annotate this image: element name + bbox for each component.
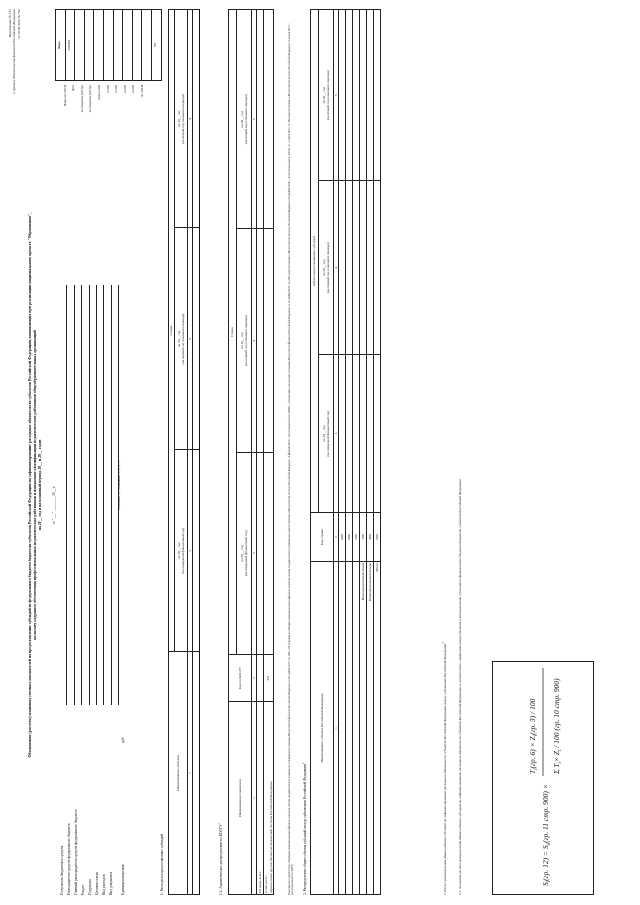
- label-section: Раздел: [81, 884, 85, 895]
- table-cell[interactable]: [374, 181, 381, 355]
- table-cell[interactable]: [257, 229, 264, 452]
- section2-footnote: Указывается в соответствии с Порядком применения классификации операций сектора государственного управления, утвержденным приказом Министерства финансов Российской Федерации от 29 ноября 2017 г. № 209н «Об утверждении Порядка применения классификации операций сектора государственного управления» (зарегистрирован в Министерстве юстиции Российской Федерации 12 февраля 2018 г., регистрационный № 50003), с изменениями, внесенными приказами Министерства финансов Российской Федерации от 14 ноября 2018 г. № 224н (зарегистрирован в Министерстве юстиции Российской Федерации 27 декабря 2018 г., регистрационный № 53212), от 11 марта 2019 г. № 36н (зарегистрирован в Министерстве юстиции Российской Федерации 15 апреля 2019 г., регистрационный № 54377): [288, 23, 295, 895]
- codes-table: [55, 9, 162, 81]
- header-fill-lines: [60, 285, 119, 705]
- section3-title: 2. Распределение общего объема субсидий между субъектами Российской Федерации$^2$: [302, 762, 308, 895]
- title-line-2: на оплату кадрового обеспечения профессиональных педагогических работников и повышение квалификации педагогических работников общеобразовательных организаций: [32, 330, 37, 640]
- row-reserve-code: 800: [367, 513, 374, 562]
- codes-row-label: Дата: [71, 85, 76, 91]
- approval-block: [8, 9, 21, 205]
- section2-col-y3: на 20__ год (на второй год планового периода): [237, 10, 252, 229]
- table-cell[interactable]: [346, 562, 353, 895]
- formula-svg: [493, 662, 593, 894]
- formula-box: [492, 661, 594, 895]
- table-cell[interactable]: [346, 355, 353, 513]
- title-line-3: на 20__ год и на плановый период 20__ и 20__ годов: [37, 439, 42, 531]
- section2-col-name: Наименование показателя: [229, 702, 252, 895]
- row-code: 000: [353, 513, 360, 562]
- codes-form-label: Форма по ОКУД: [62, 85, 67, 107]
- label-units: [121, 665, 128, 895]
- title-line-1: Обоснование (расчеты) плановых сметных показателей на предоставление субсидий из федерального бюджета бюджетам субъектов Российской Федерации на софинансирование расходных обязательств субъектов Российской Федерации, возникающих при реализации национального проекта "Образование",: [28, 212, 32, 758]
- codes-form-code: 0505086: [65, 10, 75, 81]
- label-recipient: Получатель бюджетных средств: [60, 845, 64, 895]
- codes-row-label: по Сводному реестру: [88, 85, 93, 113]
- approval-line-3: от 28.05.2019 № 75н: [16, 9, 21, 39]
- formula-numerator: $T_i(гр$. $6) \times Z_i(гр$. 3) / 100: [528, 698, 539, 774]
- section1-col-sum: Сумма: [169, 10, 175, 652]
- table-cell[interactable]: [374, 10, 381, 181]
- column-number: 4: [334, 181, 339, 355]
- column-number: 3: [188, 228, 193, 450]
- row-code: 000: [339, 513, 346, 562]
- row-transfers-code: 251: [264, 655, 274, 702]
- column-number: 5: [252, 10, 257, 229]
- column-number: 1: [252, 702, 257, 895]
- table-cell[interactable]: [367, 355, 374, 513]
- units-label: Единица измерения:: [121, 863, 125, 895]
- units-value: руб: [121, 737, 125, 743]
- codes-row-label: по БК: [131, 85, 136, 93]
- section1-col-name: Наименование субсидии: [169, 652, 188, 895]
- table-cell[interactable]: [353, 10, 360, 181]
- table-cell[interactable]: [339, 181, 346, 355]
- approval-line-2: к приказу Министерства финансов Российской Федерации: [12, 9, 17, 94]
- label-chief-distributor: Главный распорядитель средств федерального бюджета: [74, 809, 78, 895]
- row-total-code: 900: [374, 513, 381, 562]
- label-doc-type: Вид документа: [109, 871, 113, 895]
- label-target-article: Целевая статья: [95, 872, 99, 895]
- table-cell[interactable]: [257, 655, 264, 702]
- section1-col-y2: на 20__ год (на первый год планового периода): [175, 228, 188, 450]
- row-undistributed-label: Нераспределенный объем: [360, 562, 367, 895]
- section3-table: [310, 9, 381, 895]
- codes-cell[interactable]: [142, 10, 152, 81]
- column-number: 2: [252, 655, 257, 702]
- table-cell[interactable]: [374, 355, 381, 513]
- column-number: 1: [188, 652, 193, 895]
- section2-col-sum: Сумма: [229, 10, 237, 655]
- section3-col-code: Код строки: [311, 513, 334, 562]
- codes-row-label: по БК: [114, 85, 119, 93]
- table-cell[interactable]: [257, 452, 264, 654]
- table-cell[interactable]: [193, 450, 200, 652]
- table-cell[interactable]: [367, 181, 374, 355]
- label-subsection: Подраздел: [88, 878, 92, 895]
- table-cell[interactable]: [257, 10, 264, 229]
- codes-okei-label: по ОКЕИ: [139, 85, 144, 98]
- table-cell[interactable]: [339, 355, 346, 513]
- section1-col-y3: на 20__ год (на второй год планового периода): [175, 10, 188, 228]
- formula-denominator: Σ $T_i\times Z_i / 100$ (гр. 10 стр. 900): [552, 678, 563, 774]
- note-2-1: 2.1. Алгоритм расчета распределения общего объема субсидий на софинансирование расходных обязательств субъектов Российской Федерации в соответствии с правилами предоставления и распределения субсидий из федерального бюджета бюджетам субъектов Российской Федерации: [458, 479, 462, 895]
- column-number: 2: [334, 513, 339, 562]
- codes-cell[interactable]: [75, 10, 85, 81]
- section2-col-code: Код по КОСГУ: [229, 655, 252, 702]
- section3-col-y2: на 20__ год (на первый год планового периода): [319, 181, 334, 355]
- section2-col-y2: на 20__ год (на первый год планового периода): [237, 229, 252, 452]
- table-cell[interactable]: [353, 562, 360, 895]
- row-undistributed-code: 700: [360, 513, 367, 562]
- column-number: 2: [188, 450, 193, 652]
- column-number: 1: [334, 562, 339, 895]
- row-incl-label: в том числе: перечисления другим бюджетам бюджетной системы Российской Федерации: [264, 702, 274, 895]
- codes-header: Коды: [56, 10, 66, 81]
- column-number: 4: [188, 10, 193, 228]
- row-total-label: Расходы, всего: [257, 702, 264, 895]
- table-cell[interactable]: [360, 355, 367, 513]
- section3-col-y3: на 20__ год (на второй год планового периода): [319, 10, 334, 181]
- section3-col-sum: Объем предоставляемых субсидий: [311, 10, 319, 513]
- codes-row-label: по БК: [105, 85, 110, 93]
- codes-cell[interactable]: [123, 10, 133, 81]
- table-cell[interactable]: [264, 452, 274, 654]
- table-cell[interactable]: [346, 10, 353, 181]
- codes-cell[interactable]: [94, 10, 104, 81]
- section3-col-y1: на 20__ год (на очередной финансовый год): [319, 355, 334, 513]
- column-number: 3: [252, 452, 257, 654]
- codes-cell[interactable]: [84, 10, 94, 81]
- table-cell[interactable]: [360, 10, 367, 181]
- doc-type-hint: (основной - 0, уточненный - 1, 2, 3, ...): [117, 460, 121, 510]
- codes-row-label: по Сводному реестру: [79, 85, 84, 113]
- label-expense-type: Вид расходов: [102, 874, 106, 895]
- table-cell[interactable]: [367, 10, 374, 181]
- table-cell[interactable]: [264, 229, 274, 452]
- table-cell[interactable]: [360, 181, 367, 355]
- table-cell[interactable]: [264, 10, 274, 229]
- table-cell[interactable]: [353, 181, 360, 355]
- table-cell[interactable]: [339, 562, 346, 895]
- column-number: 4: [252, 229, 257, 452]
- formula-lhs: $S_i(гр$. $12) = S_o(гр$. 11 стр. 900) ×: [541, 784, 552, 886]
- section1-table: [168, 9, 200, 895]
- table-cell[interactable]: [193, 228, 200, 450]
- table-cell[interactable]: [353, 355, 360, 513]
- codes-cell[interactable]: [113, 10, 123, 81]
- row-total-label: Итого: [374, 562, 381, 895]
- table-cell[interactable]: [193, 652, 200, 895]
- table-cell[interactable]: [339, 10, 346, 181]
- codes-okei-code: 383: [151, 10, 161, 81]
- document-date: от "___" ________ 20__ г.: [52, 485, 56, 525]
- column-number: 5: [334, 10, 339, 181]
- codes-labels: [55, 85, 150, 145]
- note-2: 2. Расчет распределения общего объема субсидий на софинансирование расходных обязательств субъектов Российской Федерации между субъектами Российской Федерации$^3$: [442, 642, 448, 895]
- row-reserve-label: Нераспределенный резерв: [367, 562, 374, 895]
- column-number: 3: [334, 355, 339, 513]
- codes-row-label: Глава по БК: [96, 85, 101, 101]
- section2-col-y1: на 20__ год (на очередной финансовый год): [237, 452, 252, 654]
- section3-col-name: Наименование субъекта Российской Федерации: [311, 562, 334, 895]
- section2-title: 1.1. Аналитическое распределение по КОСГУ$^1$: [218, 823, 224, 895]
- table-cell[interactable]: [346, 181, 353, 355]
- table-cell[interactable]: [193, 10, 200, 228]
- codes-row-label: по БК: [122, 85, 127, 93]
- document-title: [28, 105, 43, 865]
- codes-cell[interactable]: [103, 10, 113, 81]
- section1-col-y1: на 20__ год (на очередной финансовый год): [175, 450, 188, 652]
- row-code: 000: [346, 513, 353, 562]
- codes-cell[interactable]: [132, 10, 142, 81]
- section2-table: [228, 9, 274, 895]
- section1-title: 1. Расходы на предоставление субсидий: [160, 833, 164, 895]
- label-distributor: Распорядитель средств федерального бюджета: [67, 823, 71, 895]
- approval-line-1: Приложение № 151: [8, 9, 12, 38]
